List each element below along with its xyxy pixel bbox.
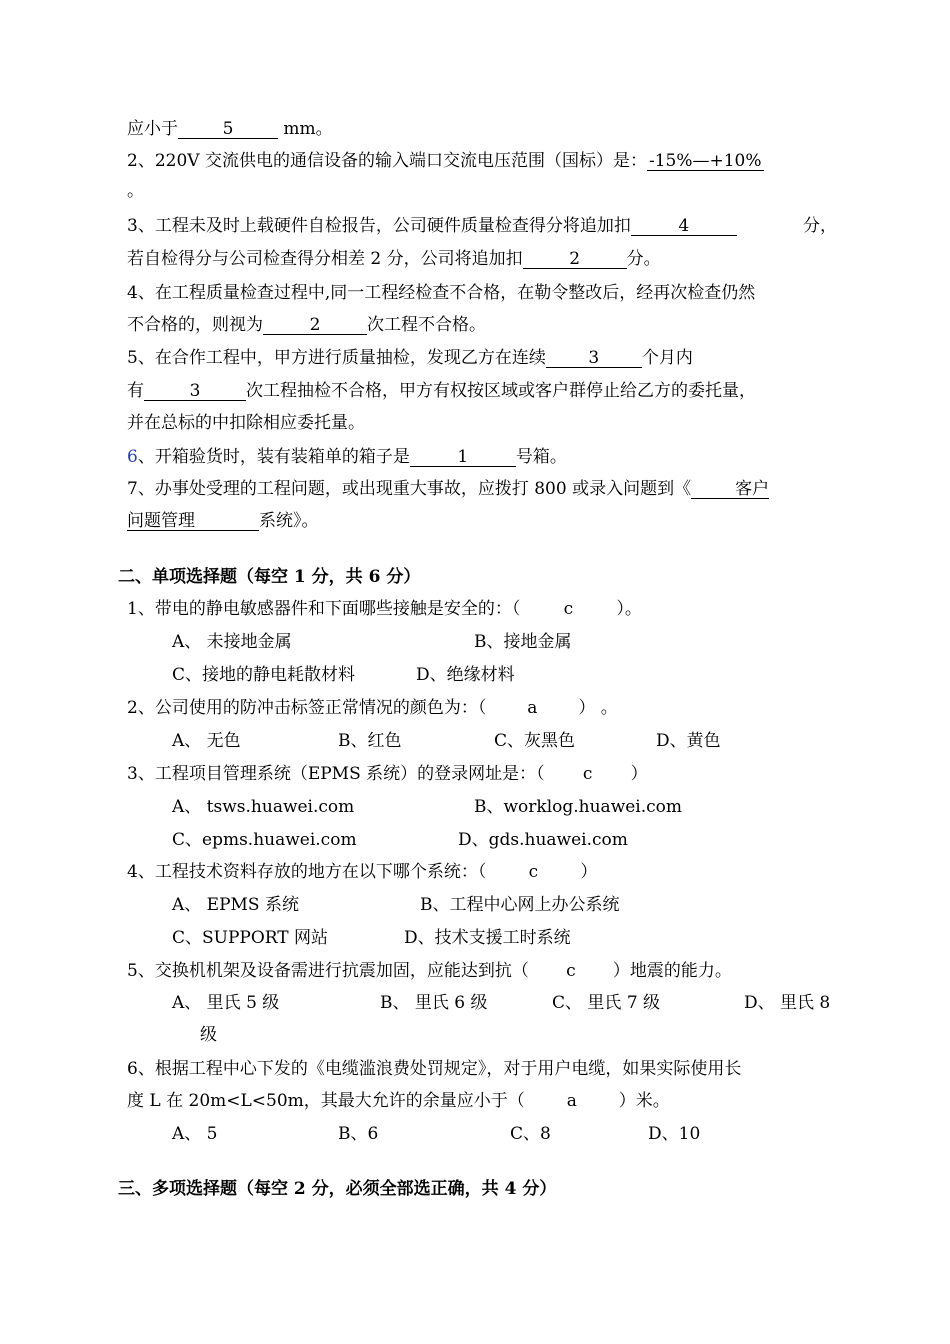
option-a: A、 EPMS 系统 [172, 895, 299, 915]
text: 3、工程项目管理系统（EPMS 系统）的登录网址是：（ [127, 764, 545, 784]
answer-blank: 1 [410, 448, 516, 467]
text: 2、公司使用的防冲击标签正常情况的颜色为：（ [127, 698, 487, 718]
option-b: B、接地金属 [474, 632, 572, 652]
text: 分。 [626, 249, 661, 269]
sc-q4-stem [127, 861, 597, 883]
option-b: B、红色 [338, 731, 402, 751]
option-c: C、epms.huawei.com [172, 830, 357, 850]
answer: c [528, 862, 539, 882]
q5-line1 [127, 347, 693, 369]
answer: c [563, 599, 574, 619]
sc-q1-stem [127, 598, 642, 620]
text: 、开箱验货时，装有装箱单的箱子是 [137, 447, 410, 467]
q4-line1: 4、在工程质量检查过程中,同一工程经检查不合格，在勒令整改后，经再次检查仍然 [127, 283, 756, 303]
answer-blank: 5 [178, 120, 278, 139]
sc-q5-stem [127, 960, 732, 982]
option-c: C、灰黑色 [494, 731, 576, 751]
option-d: D、10 [648, 1124, 701, 1144]
text: ） 。 [578, 698, 618, 718]
sc-q1-options-row2 [172, 664, 772, 686]
option-d: D、技术支援工时系统 [404, 928, 571, 948]
text: 号箱。 [515, 447, 567, 467]
text: 应小于 [127, 119, 178, 139]
text: mm。 [278, 119, 333, 139]
section-heading-single-choice: 二、单项选择题（每空 1 分，共 6 分） [118, 567, 421, 587]
sc-q5-option-d-wrap: 级 [200, 1025, 217, 1045]
question-number: 6 [127, 447, 138, 467]
text: 有 [127, 381, 144, 401]
text: 4、工程技术资料存放的地方在以下哪个系统：（ [127, 862, 487, 882]
sc-q6-options [172, 1123, 772, 1145]
text: 7、办事处受理的工程问题，或出现重大事故，应拨打 800 或录入问题到《 [127, 479, 692, 499]
option-d: D、gds.huawei.com [458, 830, 628, 850]
q4-line2 [127, 314, 486, 336]
answer-blank: -15%—+10% [648, 151, 762, 171]
sc-q3-options-row1 [172, 796, 772, 818]
option-b: B、工程中心网上办公系统 [420, 895, 620, 915]
section-heading-multiple-choice: 三、多项选择题（每空 2 分，必须全部选正确，共 4 分） [118, 1179, 557, 1199]
option-a: A、 tsws.huawei.com [172, 797, 355, 817]
text: ） [580, 862, 598, 882]
text: 度 L 在 20m<L<50m，其最大允许的余量应小于（ [127, 1091, 525, 1111]
text: 5、交换机机架及设备需进行抗震加固，应能达到抗（ [127, 961, 529, 981]
sc-q5-options [172, 992, 842, 1014]
option-b: B、worklog.huawei.com [474, 797, 683, 817]
sc-q4-options-row2 [172, 927, 772, 949]
option-b: B、 里氏 6 级 [380, 993, 488, 1013]
sc-q6-line1: 6、根据工程中心下发的《电缆滥浪费处罚规定》，对于用户电缆，如果实际使用长 [127, 1059, 742, 1079]
answer: c [582, 764, 593, 784]
option-b: B、6 [338, 1124, 379, 1144]
answer: c [566, 961, 576, 981]
answer-blank: 4 [631, 217, 737, 236]
text: 3、工程未及时上载硬件自检报告，公司硬件质量检查得分将追加扣 [127, 216, 631, 236]
q1-tail [127, 118, 333, 140]
answer: a [527, 698, 538, 718]
option-d: D、 里氏 8 [744, 993, 831, 1013]
text: 次工程抽检不合格，甲方有权按区域或客户群停止给乙方的委托量， [246, 381, 756, 401]
answer-blank: 2 [523, 250, 627, 269]
sc-q1-options-row1 [172, 631, 772, 653]
answer: a [566, 1091, 577, 1111]
text: 系统》。 [259, 511, 319, 531]
sc-q2-options [172, 730, 772, 752]
option-c: C、 里氏 7 级 [552, 993, 661, 1013]
option-a: A、 无色 [172, 731, 241, 751]
answer-blank: 3 [546, 349, 642, 368]
q6-line [127, 446, 567, 468]
q2-line [127, 150, 764, 172]
question-text: 2、220V 交流供电的通信设备的输入端口交流电压范围（国标）是： [127, 151, 647, 171]
q7-line2 [127, 510, 319, 532]
text: 若自检得分与公司检查得分相差 2 分，公司将追加扣 [127, 249, 523, 269]
text: 5、在合作工程中，甲方进行质量抽检，发现乙方在连续 [127, 348, 546, 368]
q3-line1 [127, 215, 837, 237]
q3-line2 [127, 248, 661, 270]
option-a: A、 5 [172, 1124, 218, 1144]
option-a: A、 里氏 5 级 [172, 993, 280, 1013]
text: ）地震的能力。 [612, 961, 732, 981]
text: 不合格的，则视为 [127, 315, 263, 335]
option-c: C、接地的静电耗散材料 [172, 665, 356, 685]
text: 次工程不合格。 [367, 315, 486, 335]
answer-blank: 客户 [691, 480, 769, 499]
sc-q3-stem [127, 763, 648, 785]
text: 分， [803, 216, 837, 236]
q5-line2 [127, 380, 756, 402]
q2-end: 。 [127, 181, 144, 201]
text: 1、带电的静电敏感器件和下面哪些接触是安全的：（ [127, 599, 521, 619]
sc-q3-options-row2 [172, 829, 772, 851]
option-a: A、 未接地金属 [172, 632, 292, 652]
answer-blank: 问题管理 [127, 512, 259, 531]
option-c: C、8 [510, 1124, 551, 1144]
q3-text [127, 215, 737, 237]
answer-blank: 2 [263, 316, 367, 335]
sc-q2-stem [127, 697, 618, 719]
q7-line1 [127, 478, 769, 500]
text: ） [630, 764, 648, 784]
sc-q4-options-row1 [172, 894, 772, 916]
q5-line3: 并在总标的中扣除相应委托量。 [127, 413, 365, 433]
text: ）。 [616, 599, 642, 619]
text: 个月内 [641, 348, 693, 368]
option-d: D、黄色 [656, 731, 721, 751]
text: ）米。 [618, 1091, 670, 1111]
option-d: D、绝缘材料 [416, 665, 515, 685]
sc-q6-stem [127, 1090, 670, 1112]
option-c: C、SUPPORT 网站 [172, 928, 329, 948]
answer-blank: 3 [144, 382, 246, 401]
